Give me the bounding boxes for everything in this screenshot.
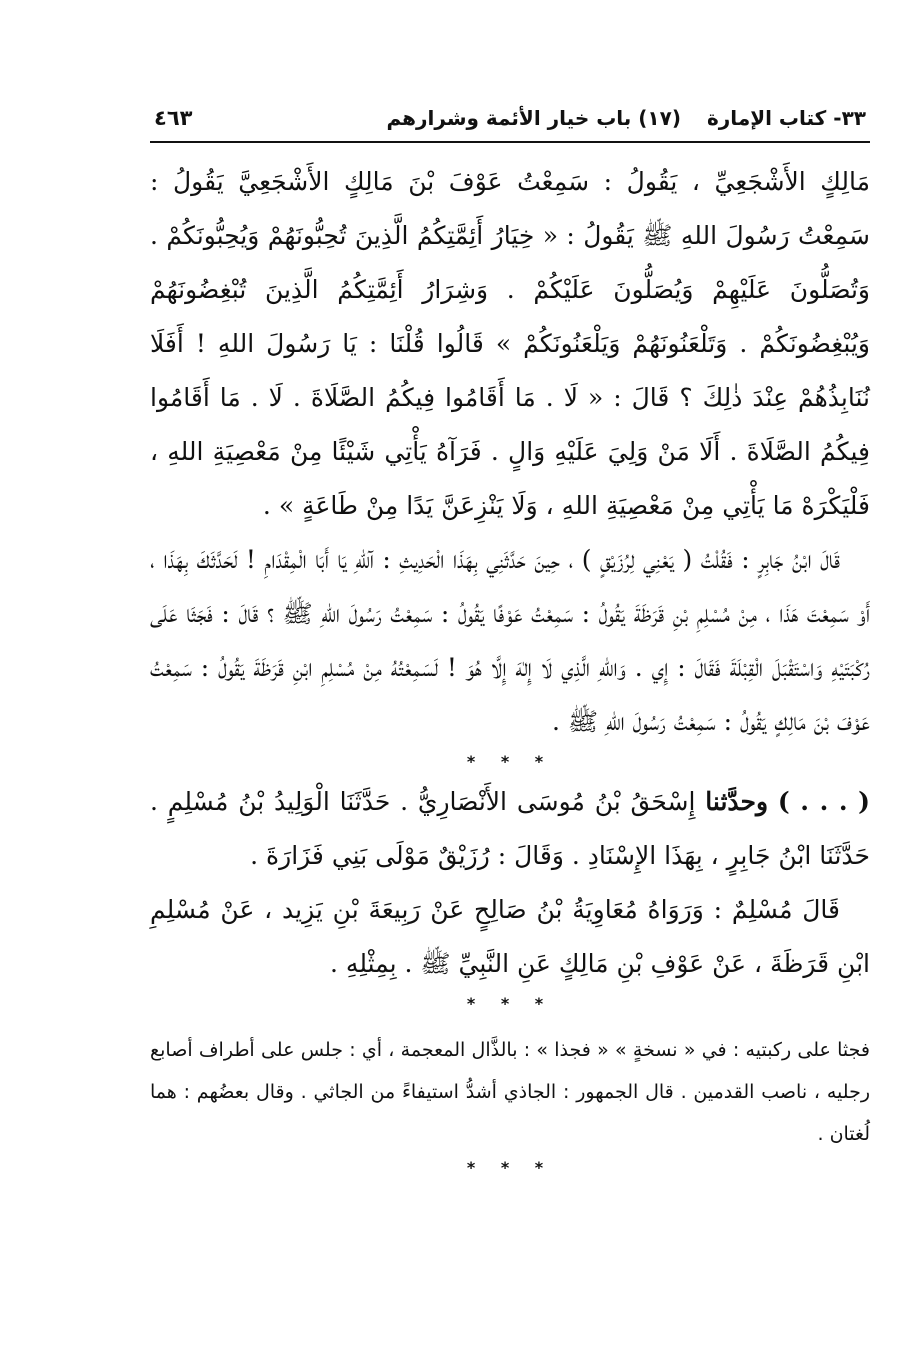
- footnote-text: فجثا على ركبتيه : في « نسخةٍ » « فجذا » : بالذَّال المعجمة ، أي : جلس على أطراف أصابع رجليه ، ناصب القدمين . قال الجمهور : الجاذي أشدُّ استيفاءً من الجاثي . وقال بعضُهم : هما لُغتان .: [150, 1039, 870, 1145]
- page-header: [150, 95, 870, 143]
- hadith-paragraph-4: قَالَ مُسْلِمٌ : وَرَوَاهُ مُعَاوِيَةُ بْنُ صَالِحٍ عَنْ رَبِيعَةَ بْنِ يَزِيد ، عَنْ مُسْلِمِ ابْنِ قَرَظَةَ ، عَنْ عَوْفِ بْنِ مَالِكٍ عَنِ النَّبِيِّ ﷺ . بِمِثْلِهِ .: [150, 895, 870, 978]
- header-titles: [386, 106, 866, 130]
- narration-chain: إِسْحَقُ بْنُ مُوسَى الأَنْصَارِيُّ . حَدَّثَنَا الْوَلِيدُ بْنُ مُسْلِمٍ . حَدَّثَنَا ابْنُ جَابِرٍ ، بِهَذَا الإِسْنَادِ . وَقَالَ : رُزَيْقٌ مَوْلَى بَنِي فَزَارَةَ .: [150, 787, 870, 870]
- separator-stars: * * *: [466, 1158, 554, 1177]
- narration-lead: وحدَّثنا: [705, 787, 769, 816]
- book-page: [150, 95, 870, 1181]
- separator-stars: * * *: [466, 994, 554, 1013]
- chapter-title: ٣٣- كتاب الإمارة: [706, 106, 866, 130]
- hadith-number: ( . . . ): [777, 787, 870, 816]
- section-title: (١٧) باب خيار الأئمة وشرارهم: [386, 106, 681, 130]
- hadith-paragraph-1: مَالِكٍ الأَشْجَعِيِّ ، يَقُولُ : سَمِعْتُ عَوْفَ بْنَ مَالِكٍ الأَشْجَعِيَّ يَقُولُ : سَمِعْتُ رَسُولَ اللهِ ﷺ يَقُولُ : « خِيَارُ أَئِمَّتِكُمُ الَّذِينَ تُحِبُّونَهُمْ وَيُحِبُّونَكُمْ . وَتُصَلُّونَ عَلَيْهِمْ وَيُصَلُّونَ عَلَيْكُمْ . وَشِرَارُ أَئِمَّتِكُمُ الَّذِينَ تُبْغِضُونَهُمْ وَيُبْغِضُونَكُمْ . وَتَلْعَنُونَهُمْ وَيَلْعَنُونَكُمْ » قَالُوا قُلْنَا : يَا رَسُولَ اللهِ ! أَفَلَا نُنَابِذُهُمْ عِنْدَ ذٰلِكَ ؟ قَالَ : « لَا . مَا أَقَامُوا فِيكُمُ الصَّلَاةَ . لَا . مَا أَقَامُوا فِيكُمُ الصَّلَاةَ . أَلَا مَنْ وَلِيَ عَلَيْهِ وَالٍ . فَرَآهُ يَأْتِي شَيْئًا مِنْ مَعْصِيَةِ اللهِ ، فَلْيَكْرَهْ مَا يَأْتِي مِنْ مَعْصِيَةِ اللهِ ، وَلَا يَنْزِعَنَّ يَدًا مِنْ طَاعَةٍ » .: [150, 167, 870, 520]
- hadith-paragraph-3: [150, 775, 870, 883]
- footnote: [150, 1029, 870, 1181]
- separator-stars: * * *: [466, 752, 554, 771]
- page-number: ٤٦٣: [154, 106, 193, 130]
- hadith-paragraph-2: قَالَ ابْنُ جَابِرٍ : فَقُلْتُ ( يَعْنِي لِرُزَيْقٍ ) ، حِينَ حَدَّثَنِي بِهَذَا الْحَدِيثِ : آللهِ يَا أَبَا الْمِقْدَامِ ! لَحَدَّثَكَ بِهَذَا ، أَوْ سَمِعْتَ هَذَا ، مِنْ مُسْلِمِ بْنِ قَرَظَةَ يَقُولُ : سَمِعْتُ عَوْفًا يَقُولُ : سَمِعْتُ رَسُولَ اللهِ ﷺ ؟ قَالَ : فَجَثَا عَلَى رُكْبَتَيْهِ وَاسْتَقْبَلَ الْقِبْلَةَ فَقَالَ : إِي . وَاللهِ الَّذِي لَا إِلٰهَ إِلَّا هُوَ ! لَسَمِعْتُهُ مِنْ مُسْلِمِ ابْنِ قَرَظَةَ يَقُولُ : سَمِعْتُ عَوْفَ بْنَ مَالِكٍ يَقُولُ : سَمِعْتُ رَسُولَ اللهِ ﷺ .: [150, 545, 870, 736]
- main-text: [150, 155, 870, 1017]
